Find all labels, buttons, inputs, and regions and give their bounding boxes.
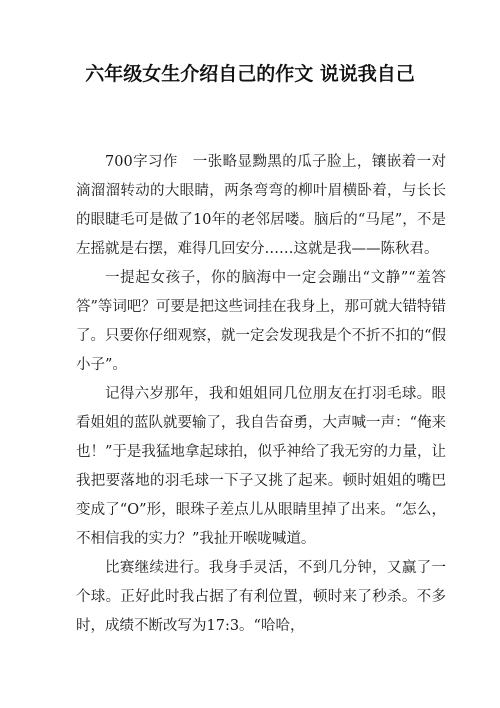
paragraph: 一提起女孩子，你的脑海中一定会蹦出“文静”“羞答答”等词吧？可要是把这些词挂在我身上，那可就大错特错了。只要你仔细观察，就一定会发现我是个不折不扣的“假小子”。 — [76, 270, 446, 373]
document-body — [76, 148, 446, 641]
document-title: 六年级女生介绍自己的作文 说说我自己 — [85, 63, 415, 85]
paragraph: 记得六岁那年，我和姐姐同几位朋友在打羽毛球。眼看姐姐的蓝队就要输了，我自告奋勇，大声喊一声：“俺来也！”于是我猛地拿起球拍，似乎神给了我无穷的力量，让我把要落地的羽毛球一下子又挑了起来。顿时姐姐的嘴巴变成了“O”形，眼珠子差点儿从眼睛里掉了出来。“怎么，不相信我的实力？”我扯开喉咙喊道。 — [76, 386, 446, 547]
paragraph: 比赛继续进行。我身手灵活，不到几分钟，又赢了一个球。正好此时我占据了有利位置，顿时来了秒杀。不多时，成绩不断改写为17:3。“哈哈， — [76, 560, 446, 634]
paragraph: 700字习作 一张略显黝黑的瓜子脸上，镶嵌着一对滴溜溜转动的大眼睛，两条弯弯的柳叶眉横卧着，与长长的眼睫毛可是做了10年的老邻居喽。脑后的“马尾”，不是左摇就是右摆，难得几回安分……这就是我——陈秋君。 — [76, 154, 446, 257]
